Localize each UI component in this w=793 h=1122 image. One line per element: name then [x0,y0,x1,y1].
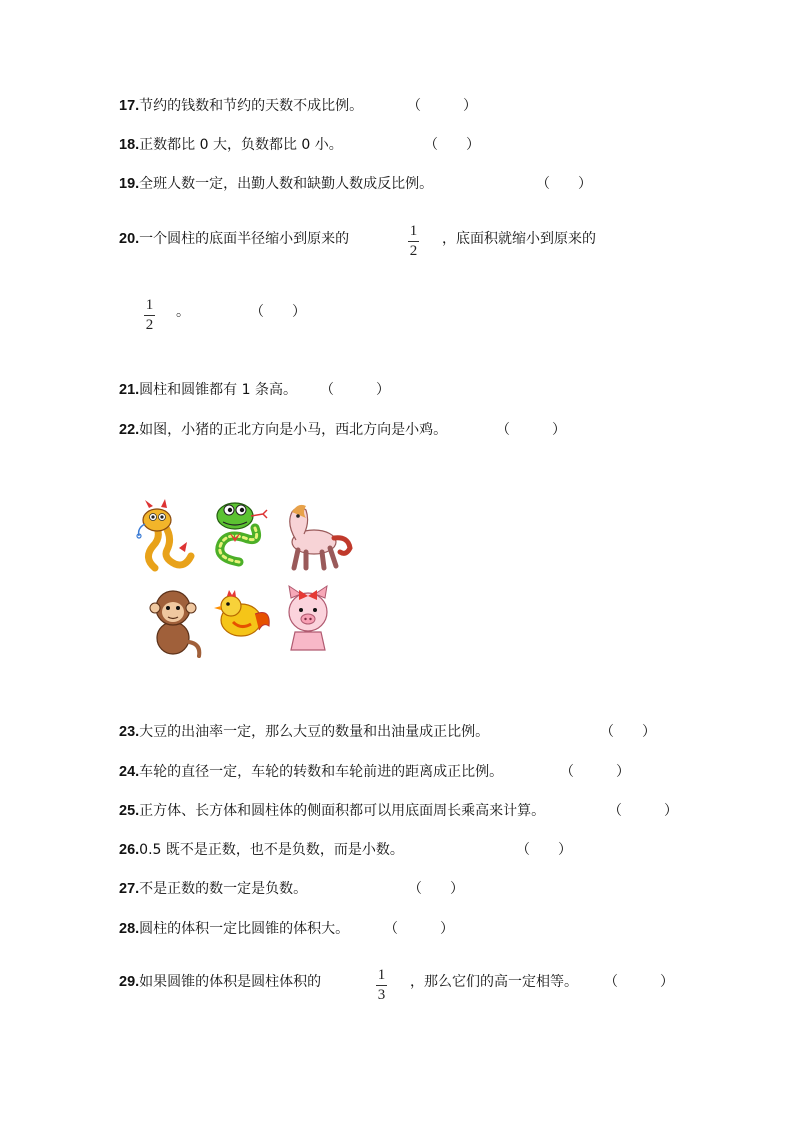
question-text-part-a: 一个圆柱的底面半径缩小到原来的 [139,231,350,247]
question-27 [119,879,307,899]
answer-blank-25[interactable]: （ ） [608,803,678,819]
question-24 [119,762,503,782]
question-number: 25. [119,803,140,819]
chicken-icon [211,586,273,646]
pig-icon [279,584,337,656]
question-number: 19. [119,176,140,192]
question-25 [119,801,545,821]
question-number: 28. [119,921,140,937]
question-number: 21. [119,382,140,398]
question-text: 0.5 既不是正数，也不是负数，而是小数。 [139,842,404,858]
question-number: 26. [119,842,140,858]
question-18 [119,135,343,155]
question-text: 正方体、长方体和圆柱体的侧面积都可以用底面周长乘高来计算。 [139,803,546,819]
question-text: 大豆的出油率一定，那么大豆的数量和出油量成正比例。 [139,724,490,740]
question-number: 27. [119,881,140,897]
answer-blank-20[interactable]: （ ） [250,304,306,320]
question-number: 22. [119,422,140,438]
fraction-one-third [376,967,387,1003]
question-number: 20. [119,231,140,247]
fraction-one-half [144,297,155,333]
question-text: 节约的钱数和节约的天数不成比例。 [139,98,364,114]
question-text: 圆柱和圆锥都有 1 条高。 [139,382,297,398]
answer-blank-28[interactable]: （ ） [384,921,454,937]
answer-blank-26[interactable]: （ ） [516,842,572,858]
answer-blank-17[interactable]: （ ） [407,98,477,114]
question-19 [119,174,433,194]
answer-blank-19[interactable]: （ ） [536,176,592,192]
question-22 [119,420,447,440]
answer-blank-24[interactable]: （ ） [560,764,630,780]
question-text: 如图，小猪的正北方向是小马，西北方向是小鸡。 [139,422,448,438]
question-text-part-b: ，那么它们的高一定相等。 [410,974,578,990]
question-26 [119,840,404,860]
fraction-numerator: 1 [377,967,386,983]
question-29 [119,972,321,992]
question-number: 23. [119,724,140,740]
answer-blank-27[interactable]: （ ） [408,881,464,897]
question-text: 不是正数的数一定是负数。 [139,881,308,897]
zodiac-animals-figure [133,494,359,662]
fraction-denominator: 2 [145,317,154,333]
answer-blank-21[interactable]: （ ） [320,382,390,398]
question-28 [119,919,349,939]
fraction-bar [408,241,419,242]
answer-blank-23[interactable]: （ ） [600,724,656,740]
fraction-bar [376,985,387,986]
question-number: 24. [119,764,140,780]
fraction-denominator: 2 [409,243,418,259]
fraction-numerator: 1 [145,297,154,313]
monkey-icon [143,586,203,660]
question-text-part-b: ，底面积就缩小到原来的 [442,231,596,247]
question-23 [119,722,489,742]
fraction-denominator: 3 [377,987,386,1003]
question-number: 29. [119,974,140,990]
question-text: 全班人数一定，出勤人数和缺勤人数成反比例。 [139,176,434,192]
question-21 [119,380,297,400]
dragon-icon [135,498,199,572]
fraction-numerator: 1 [409,223,418,239]
question-20 [119,229,349,249]
answer-blank-22[interactable]: （ ） [496,422,566,438]
fraction-bar [144,315,155,316]
question-number: 18. [119,137,140,153]
horse-icon [276,500,356,572]
question-17 [119,96,363,116]
question-text: 车轮的直径一定，车轮的转数和车轮前进的距离成正比例。 [139,764,504,780]
fraction-one-half [408,223,419,259]
answer-blank-18[interactable]: （ ） [424,137,480,153]
snake-icon [209,498,273,570]
question-text-part-a: 如果圆锥的体积是圆柱体积的 [139,974,322,990]
question-text-part-c: 。 [176,304,190,320]
question-text: 圆柱的体积一定比圆锥的体积大。 [139,921,350,937]
question-text: 正数都比 0 大，负数都比 0 小。 [139,137,343,153]
answer-blank-29[interactable]: （ ） [604,974,674,990]
question-number: 17. [119,98,140,114]
